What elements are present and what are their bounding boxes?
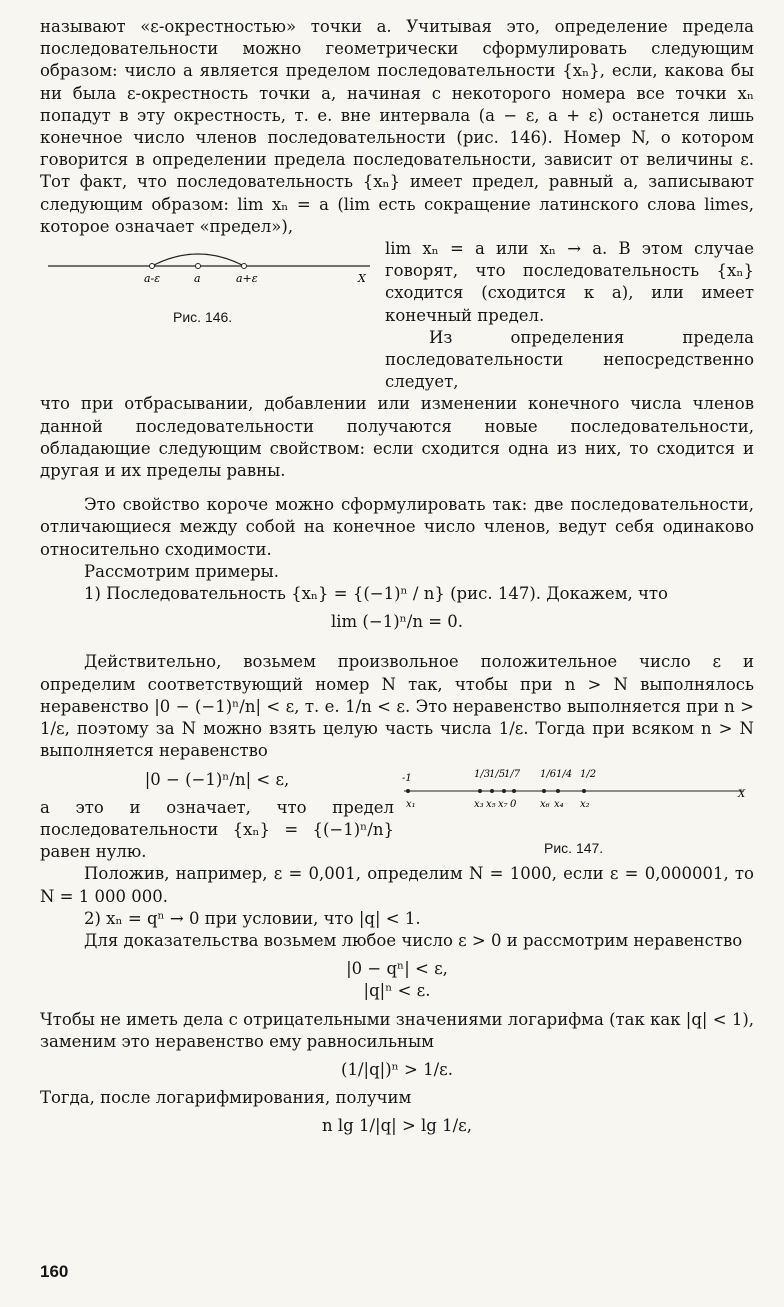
paragraph-10: Тогда, после логарифмирования, получим — [40, 1088, 412, 1108]
paragraph-7: Положив, например, ε = 0,001, определим N = 1000, если ε = 0,000001, то N = 1 000 000. — [40, 864, 754, 906]
paragraph-1: называют «ε-окрестностью» точки a. Учитывая это, определение предела последовательности можно геометрически сформулировать следующим образом: число a является пределом последовательности {xₙ}, если, какова бы ни была ε-окрестность точки a, начиная с некоторого номера все точки xₙ попадут в эту окрестность, т. е. вне интервала (a − ε, a + ε) останется лишь конечное число членов последовательности (рис. 146). Номер N, о котором говорится в определении предела последовательности, зависит от величины ε. Тот факт, что последовательность {xₙ} имеет предел, равный a, записывают следующим образом: lim xₙ = a (lim есть сокращение латинского слова limes, которое означает «предел»), — [40, 17, 754, 236]
page-number: 160 — [40, 1262, 69, 1281]
figure-147-block — [40, 763, 754, 864]
formula-q-1: |0 − qⁿ| < ε, — [346, 959, 448, 979]
example-1: 1) Последовательность {xₙ} = {(−1)ⁿ / n} (рис. 147). Докажем, что — [84, 584, 668, 604]
wrap-text-146 — [385, 238, 754, 393]
svg-text:1/7: 1/7 — [504, 768, 521, 780]
label-a-plus-eps: a+ε — [236, 272, 258, 286]
svg-text:0: 0 — [510, 798, 517, 810]
label-x-axis: X — [358, 272, 366, 286]
formula-limit: lim (−1)ⁿ/n = 0. — [330, 612, 464, 632]
svg-text:x₂: x₂ — [580, 798, 590, 810]
paragraph-6: а это и означает, что предел последовательности {xₙ} = {(−1)ⁿ/n} равен нулю. — [40, 797, 394, 862]
formula-reciprocal: (1/|q|)ⁿ > 1/ε. — [341, 1059, 453, 1079]
svg-text:x₃: x₃ — [474, 798, 484, 810]
svg-text:x₆: x₆ — [540, 798, 550, 810]
svg-text:x₁: x₁ — [406, 798, 416, 810]
svg-text:1/6: 1/6 — [540, 768, 557, 780]
paragraph-2: что при отбрасывании, добавлении или изменении конечного числа членов данной последовательности получаются новые последовательности, обладающие следующим свойством: если сходится одна из них, то сходится и другая и их пределы равны. — [40, 394, 754, 481]
paragraph-4: Рассмотрим примеры. — [84, 561, 280, 581]
figure-146-caption: Рис. 146. — [173, 309, 233, 326]
paragraph-9: Чтобы не иметь дела с отрицательными значениями логарифма (так как |q| < 1), заменим это неравенство ему равносильным — [40, 1009, 754, 1051]
svg-text:1/5: 1/5 — [489, 768, 506, 780]
formula-log: n lg 1/|q| > lg 1/ε, — [322, 1116, 472, 1136]
paragraph-8: Для доказательства возьмем любое число ε > 0 и рассмотрим неравенство — [84, 930, 743, 950]
wrap-paragraph-1: lim xₙ = a или xₙ → a. В этом случае говорят, что последовательность {xₙ} сходится (сходится к a), или имеет конечный предел. — [385, 239, 754, 325]
figure-146-diagram — [40, 238, 380, 298]
figure-147-side-text — [40, 763, 394, 864]
formula-inequality: |0 − (−1)ⁿ/n| < ε, — [144, 769, 290, 789]
example-2: 2) xₙ = qⁿ → 0 при условии, что |q| < 1. — [84, 908, 421, 928]
label-a-minus-eps: a-ε — [144, 272, 161, 286]
svg-text:1/2: 1/2 — [580, 768, 597, 780]
formula-q-2: |q|ⁿ < ε. — [363, 981, 431, 1001]
page-content — [40, 16, 754, 1144]
paragraph-3: Это свойство короче можно сформулировать так: две последовательности, отличающиеся между собой на конечное число членов, ведут себя одинаково относительно сходимости. — [40, 495, 754, 559]
svg-text:1/4: 1/4 — [556, 768, 573, 780]
figure-147-diagram — [394, 763, 754, 833]
figure-147 — [394, 763, 754, 858]
figure-147-caption: Рис. 147. — [544, 839, 604, 856]
svg-text:x₅: x₅ — [486, 798, 496, 810]
label-a: a — [194, 272, 201, 286]
svg-text:X: X — [738, 788, 746, 800]
svg-text:1/3: 1/3 — [474, 768, 491, 780]
wrap-paragraph-2: Из определения предела последовательности непосредственно следует, — [385, 327, 754, 392]
svg-text:x₄: x₄ — [554, 798, 564, 810]
figure-146 — [40, 238, 385, 330]
paragraph-5: Действительно, возьмем произвольное положительное число ε и определим соответствующий номер N так, чтобы при n > N выполнялось неравенство |0 − (−1)ⁿ/n| < ε, т. е. 1/n < ε. Это неравенство выполняется при n > 1/ε, поэтому за N можно взять целую часть числа 1/ε. Тогда при всяком n > N выполняется неравенство — [40, 652, 754, 761]
figure-146-block — [40, 238, 754, 393]
svg-text:x₇: x₇ — [498, 798, 508, 810]
svg-text:-1: -1 — [402, 772, 412, 784]
